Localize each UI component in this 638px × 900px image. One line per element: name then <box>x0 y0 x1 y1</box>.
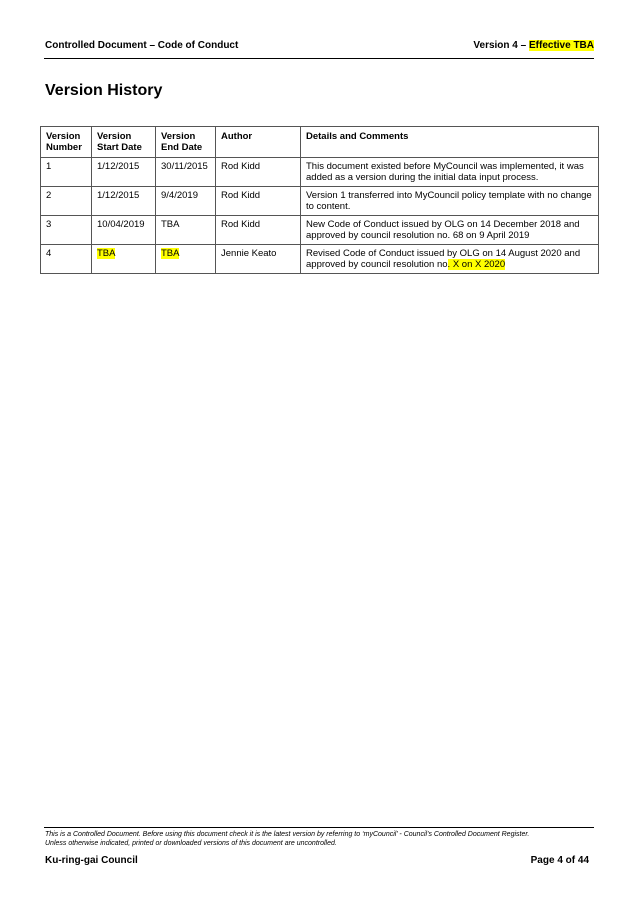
cell-author: Rod Kidd <box>216 158 301 187</box>
cell-end-date: TBA <box>156 216 216 245</box>
table-row <box>41 158 599 187</box>
table-row <box>41 216 599 245</box>
cell-end-date: 30/11/2015 <box>156 158 216 187</box>
table-row <box>41 187 599 216</box>
cell-details: This document existed before MyCouncil was implemented, it was added as a version during the initial data input process. <box>301 158 599 187</box>
header-document-title: Controlled Document – Code of Conduct <box>45 40 239 51</box>
page-header <box>44 38 594 59</box>
header-version <box>473 40 594 51</box>
table-header-row <box>41 127 599 158</box>
cell-details: New Code of Conduct issued by OLG on 14 December 2018 and approved by council resolution no. 68 on 9 April 2019 <box>301 216 599 245</box>
header-version-label: Version 4 – <box>473 40 529 51</box>
header-version-number: Version Number <box>41 127 92 158</box>
cell-version-number: 4 <box>41 245 92 274</box>
cell-details <box>301 245 599 274</box>
disclaimer-line: This is a Controlled Document. Before using this document check it is the latest version by referring to ‘myCouncil’ - Council’s Controlled Document Register. <box>45 831 530 838</box>
cell-end-date <box>156 245 216 274</box>
cell-version-number: 2 <box>41 187 92 216</box>
header-effective-highlight: Effective TBA <box>528 40 594 51</box>
footer-disclaimer <box>45 830 605 848</box>
disclaimer-line: Unless otherwise indicated, printed or downloaded versions of this document are uncontrolled. <box>45 840 337 847</box>
header-start-date: Version Start Date <box>92 127 156 158</box>
cell-start-date: 10/04/2019 <box>92 216 156 245</box>
version-history-table <box>40 126 599 274</box>
resolution-highlight: . X on X 2020 <box>447 259 506 270</box>
cell-author: Rod Kidd <box>216 216 301 245</box>
page-number: Page 4 of 44 <box>530 855 589 866</box>
cell-start-date: 1/12/2015 <box>92 187 156 216</box>
cell-author: Rod Kidd <box>216 187 301 216</box>
page-title: Version History <box>45 82 163 99</box>
footer-divider <box>44 827 594 828</box>
start-date-highlight: TBA <box>97 248 116 259</box>
cell-details: Version 1 transferred into MyCouncil policy template with no change to content. <box>301 187 599 216</box>
cell-end-date: 9/4/2019 <box>156 187 216 216</box>
cell-author: Jennie Keato <box>216 245 301 274</box>
header-end-date: Version End Date <box>156 127 216 158</box>
cell-start-date: 1/12/2015 <box>92 158 156 187</box>
header-details: Details and Comments <box>301 127 599 158</box>
table-row <box>41 245 599 274</box>
header-author: Author <box>216 127 301 158</box>
cell-version-number: 3 <box>41 216 92 245</box>
cell-start-date <box>92 245 156 274</box>
footer-organization: Ku-ring-gai Council <box>45 855 138 866</box>
cell-version-number: 1 <box>41 158 92 187</box>
details-text: Revised Code of Conduct issued by OLG on 14 August 2020 and approved by council resolution no <box>306 248 581 270</box>
end-date-highlight: TBA <box>161 248 180 259</box>
